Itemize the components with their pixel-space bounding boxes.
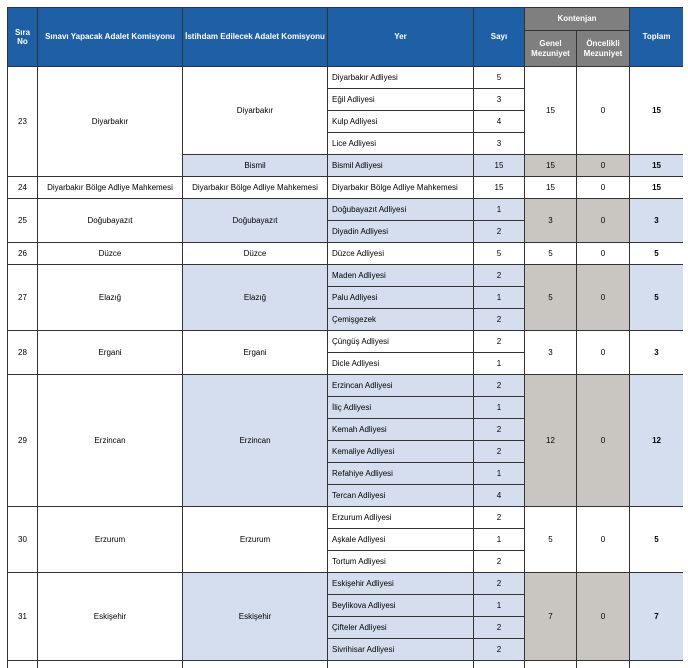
yer-cell: Eskişehir Adliyesi: [328, 573, 474, 595]
sira-cell: 29: [8, 375, 38, 507]
yer-cell: Diyarbakır Adliyesi: [328, 67, 474, 89]
sira-cell: 28: [8, 331, 38, 375]
istihdam-cell: Diyarbakır Bölge Adliye Mahkemesi: [183, 177, 328, 199]
sayi-cell: 3: [474, 133, 525, 155]
sayi-cell: 2: [474, 441, 525, 463]
header-sira: Sıra No: [8, 8, 38, 67]
istihdam-cell: Düzce: [183, 243, 328, 265]
toplam-cell: 7: [630, 573, 683, 661]
page: [7, 7, 683, 668]
istihdam-cell: Diyarbakır: [183, 67, 328, 155]
oncelikli-cell: 0: [577, 573, 630, 661]
yer-cell: Diyarbakır Bölge Adliye Mahkemesi: [328, 177, 474, 199]
toplam-cell: 3: [630, 331, 683, 375]
oncelikli-cell: 0: [577, 155, 630, 177]
yer-cell: Aşkale Adliyesi: [328, 529, 474, 551]
header-yer: Yer: [328, 8, 474, 67]
yer-cell: Kemah Adliyesi: [328, 419, 474, 441]
table-row: [8, 243, 684, 265]
table-row: [8, 67, 684, 89]
sayi-cell: 2: [474, 617, 525, 639]
yer-cell: Çemişgezek: [328, 309, 474, 331]
genel-cell: 15: [525, 67, 577, 155]
yer-cell: Doğubayazıt Adliyesi: [328, 199, 474, 221]
yer-cell: Palu Adliyesi: [328, 287, 474, 309]
oncelikli-cell: 0: [577, 243, 630, 265]
toplam-cell: 12: [630, 375, 683, 507]
yer-cell: Erzincan Adliyesi: [328, 375, 474, 397]
sayi-cell: 5: [474, 243, 525, 265]
sayi-cell: 3: [474, 89, 525, 111]
yer-cell: Erzurum Adliyesi: [328, 507, 474, 529]
sayi-cell: 2: [474, 551, 525, 573]
istihdam-cell: [183, 661, 328, 668]
table-row: [8, 507, 684, 529]
sayi-cell: 2: [474, 375, 525, 397]
yer-cell: [328, 661, 474, 668]
oncelikli-cell: 0: [577, 507, 630, 573]
sayi-cell: 1: [474, 529, 525, 551]
sayi-cell: 4: [474, 485, 525, 507]
toplam-cell: 5: [630, 265, 683, 331]
yer-cell: İliç Adliyesi: [328, 397, 474, 419]
komisyon-cell: Diyarbakır: [38, 67, 183, 177]
sayi-cell: 4: [474, 111, 525, 133]
oncelikli-cell: 0: [577, 265, 630, 331]
sayi-cell: 5: [474, 67, 525, 89]
sayi-cell: 2: [474, 221, 525, 243]
toplam-cell: 3: [630, 199, 683, 243]
yer-cell: Çifteler Adliyesi: [328, 617, 474, 639]
oncelikli-cell: 0: [577, 67, 630, 155]
genel-cell: 12: [525, 375, 577, 507]
sira-cell: 27: [8, 265, 38, 331]
yer-cell: Maden Adliyesi: [328, 265, 474, 287]
komisyon-cell: Düzce: [38, 243, 183, 265]
komisyon-cell: Elazığ: [38, 265, 183, 331]
header-komisyon: Sınavı Yapacak Adalet Komisyonu: [38, 8, 183, 67]
genel-cell: 15: [525, 155, 577, 177]
oncelikli-cell: 0: [577, 331, 630, 375]
genel-cell: 5: [525, 265, 577, 331]
genel-cell: 3: [525, 199, 577, 243]
sira-cell: 24: [8, 177, 38, 199]
sayi-cell: 2: [474, 507, 525, 529]
komisyon-cell: Ergani: [38, 331, 183, 375]
sira-cell: 31: [8, 573, 38, 661]
sira-cell: 23: [8, 67, 38, 177]
yer-cell: Kulp Adliyesi: [328, 111, 474, 133]
yer-cell: Sivrihisar Adliyesi: [328, 639, 474, 661]
header-genel: Genel Mezuniyet: [525, 31, 577, 67]
table-body: [8, 67, 684, 668]
yer-cell: Tercan Adliyesi: [328, 485, 474, 507]
table-row: [8, 573, 684, 595]
istihdam-cell: Eskişehir: [183, 573, 328, 661]
sayi-cell: 2: [474, 419, 525, 441]
sayi-cell: 15: [474, 177, 525, 199]
header-sayi: Sayı: [474, 8, 525, 67]
sayi-cell: 1: [474, 287, 525, 309]
yer-cell: Beylikova Adliyesi: [328, 595, 474, 617]
yer-cell: Refahiye Adliyesi: [328, 463, 474, 485]
genel-cell: [525, 661, 577, 668]
yer-cell: Eğil Adliyesi: [328, 89, 474, 111]
table-header: [8, 8, 684, 67]
toplam-cell: 15: [630, 67, 683, 155]
genel-cell: 15: [525, 177, 577, 199]
oncelikli-cell: [577, 661, 630, 668]
sayi-cell: 1: [474, 397, 525, 419]
istihdam-cell: Elazığ: [183, 265, 328, 331]
yer-cell: Bismil Adliyesi: [328, 155, 474, 177]
sira-cell: 26: [8, 243, 38, 265]
kontenjan-table: [7, 7, 683, 668]
istihdam-cell: Ergani: [183, 331, 328, 375]
oncelikli-cell: 0: [577, 375, 630, 507]
sayi-cell: 2: [474, 331, 525, 353]
sayi-cell: 1: [474, 199, 525, 221]
genel-cell: 3: [525, 331, 577, 375]
istihdam-cell: Erzincan: [183, 375, 328, 507]
toplam-cell: 5: [630, 507, 683, 573]
toplam-cell: 15: [630, 177, 683, 199]
yer-cell: Lice Adliyesi: [328, 133, 474, 155]
komisyon-cell: Erzurum: [38, 507, 183, 573]
table-row: [8, 265, 684, 287]
table-row: [8, 177, 684, 199]
sayi-cell: 1: [474, 595, 525, 617]
genel-cell: 5: [525, 243, 577, 265]
sayi-cell: 2: [474, 309, 525, 331]
sayi-cell: [474, 661, 525, 668]
komisyon-cell: Eskişehir: [38, 573, 183, 661]
komisyon-cell: Doğubayazıt: [38, 199, 183, 243]
yer-cell: Diyadin Adliyesi: [328, 221, 474, 243]
toplam-cell: [630, 661, 683, 668]
oncelikli-cell: 0: [577, 199, 630, 243]
yer-cell: Çüngüş Adliyesi: [328, 331, 474, 353]
table-row: [8, 199, 684, 221]
istihdam-cell: Erzurum: [183, 507, 328, 573]
istihdam-cell: Bismil: [183, 155, 328, 177]
header-kontenjan: Kontenjan: [525, 8, 630, 31]
oncelikli-cell: 0: [577, 177, 630, 199]
genel-cell: 7: [525, 573, 577, 661]
sira-cell: 30: [8, 507, 38, 573]
genel-cell: 5: [525, 507, 577, 573]
sira-cell: [8, 661, 38, 668]
yer-cell: Kemaliye Adliyesi: [328, 441, 474, 463]
header-istihdam: İstihdam Edilecek Adalet Komisyonu: [183, 8, 328, 67]
header-oncelikli: Öncelikli Mezuniyet: [577, 31, 630, 67]
sayi-cell: 2: [474, 639, 525, 661]
yer-cell: Tortum Adliyesi: [328, 551, 474, 573]
table-row: [8, 661, 684, 668]
table-row: [8, 375, 684, 397]
toplam-cell: 15: [630, 155, 683, 177]
komisyon-cell: [38, 661, 183, 668]
komisyon-cell: Erzincan: [38, 375, 183, 507]
sira-cell: 25: [8, 199, 38, 243]
sayi-cell: 1: [474, 353, 525, 375]
yer-cell: Düzce Adliyesi: [328, 243, 474, 265]
yer-cell: Dicle Adliyesi: [328, 353, 474, 375]
sayi-cell: 1: [474, 463, 525, 485]
sayi-cell: 15: [474, 155, 525, 177]
istihdam-cell: Doğubayazıt: [183, 199, 328, 243]
komisyon-cell: Diyarbakır Bölge Adliye Mahkemesi: [38, 177, 183, 199]
toplam-cell: 5: [630, 243, 683, 265]
sayi-cell: 2: [474, 573, 525, 595]
header-toplam: Toplam: [630, 8, 683, 67]
sayi-cell: 2: [474, 265, 525, 287]
table-row: [8, 331, 684, 353]
